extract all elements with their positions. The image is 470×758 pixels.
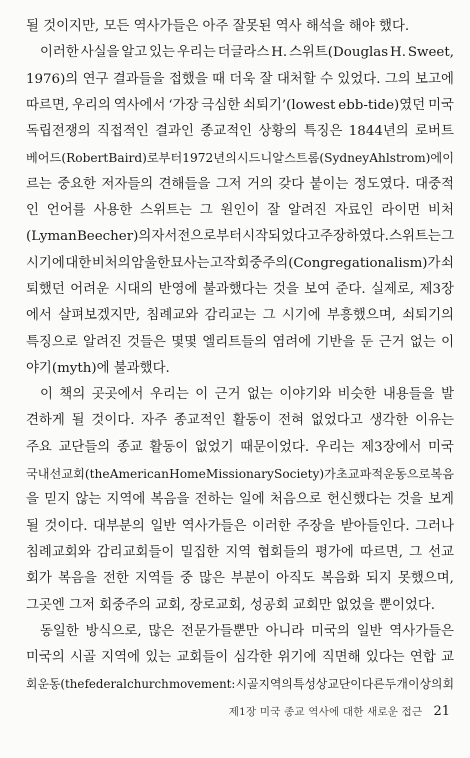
body-line: 을 믿지 않는 지역에 복음을 전하는 일에 처음으로 헌신했다는 것을 보게: [26, 492, 454, 508]
body-line: 이러한 사실을 알고 있는 우리는 더글라스 H. 스위트(Douglas H. Sweet,: [40, 45, 454, 61]
body-line: 베어드(Robert Baird)로부터 1972년의 시드니 알스트롬(Sydney Ahlstrom)에 이: [26, 151, 454, 166]
body-line: 르는 중요한 저자들의 견해들을 그저 거의 갖다 붙이는 정도였다. 대중적: [26, 176, 454, 192]
body-line: 그곳엔 그저 회중주의 교회, 장로교회, 성공회 교회만 없었을 뿐이었다.: [26, 597, 436, 613]
body-text: [26, 14, 454, 698]
body-line: 특징으로 알려진 것들은 몇몇 엘리트들의 염려에 기반을 둔 근거 없는 이: [26, 334, 454, 350]
body-line: 시기에 대한 비처의 암울한 묘사는 고작 회중주의(Congregationalism)가 쇠: [26, 255, 454, 271]
body-line: 회 운동(the federal church movement: 시골 지역의 특성상 교단이 다른 두 개 이상의 회: [26, 677, 454, 692]
body-line: 될 것이지만, 모든 역사가들은 아주 잘못된 역사 해석을 해야 했다.: [26, 19, 410, 34]
body-line: 주요 교단들의 종교 활동이 없었기 때문이었다. 우리는 제3장에서 미국: [26, 439, 454, 455]
body-line: 동일한 방식으로, 많은 전문가들뿐만 아니라 미국의 일반 역사가들은: [40, 623, 454, 639]
body-line: 이 책의 곳곳에서 우리는 이 근거 없는 이야기와 비슷한 내용들을 발: [40, 387, 454, 403]
body-line: 독립전쟁의 직접적인 결과인 종교적인 상황의 특징은 1844년의 로버트: [26, 124, 454, 140]
body-line: 1976)의 연구 결과들을 접했을 때 더욱 잘 대처할 수 있었다. 그의 보고에: [26, 71, 454, 87]
body-line: (Lyman Beecher)의 자서전으로부터 시작되었다고 주장하였다. 스위트는 그: [26, 229, 454, 245]
body-line: 될 것이다. 대부분의 일반 역사가들은 이러한 주장을 받아들인다. 그러나: [26, 518, 454, 534]
body-line: 따르면, 우리의 역사에서 ‘가장 극심한 쇠퇴기’(lowest ebb-tide)였던 미국: [26, 97, 454, 113]
body-line: 인 언어를 사용한 스위트는 그 원인이 잘 알려진 자료인 라이먼 비처: [26, 203, 454, 219]
running-head: 제1장 미국 종교 역사에 대한 새로운 접근: [228, 706, 423, 718]
body-line: 에서 살펴보겠지만, 침례교와 감리교는 그 시기에 부흥했으며, 쇠퇴기의: [26, 308, 454, 324]
page-footer: [229, 700, 450, 719]
body-line: 미국의 시골 지역에 있는 교회들이 심각한 위기에 직면해 있다는 연합 교: [26, 650, 454, 666]
body-line: 견하게 될 것이다. 자주 종교적인 활동이 전혀 없었다고 생각한 이유는: [26, 413, 454, 429]
body-line: 퇴했던 어려운 시대의 반영에 불과했다는 것을 보여 준다. 실제로, 제3장: [26, 281, 454, 297]
body-line: 국내선교회(the American Home Missionary Society)가 초교파적 운동으로 복음: [26, 467, 454, 482]
body-line: 회가 복음을 전한 지역들 중 많은 부분이 아직도 복음화 되지 못했으며,: [26, 571, 454, 587]
body-line: 야기(myth)에 불과했다.: [26, 360, 170, 376]
body-line: 침례교회와 감리교회들이 밀집한 지역 협회들의 평가에 따르면, 그 선교: [26, 544, 454, 560]
page-number: 21: [433, 704, 450, 719]
